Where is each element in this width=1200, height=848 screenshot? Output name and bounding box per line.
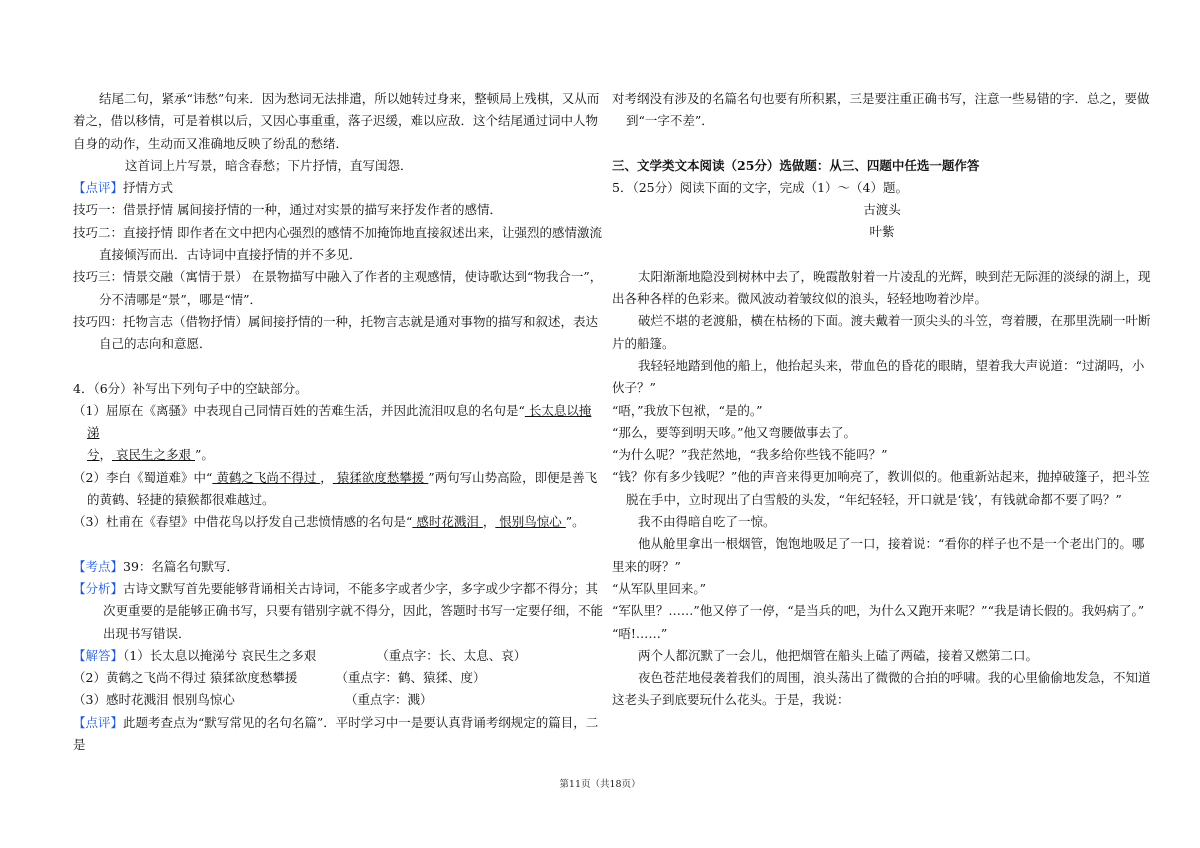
comment-2 xyxy=(73,712,603,757)
passage-paragraph: 太阳渐渐地隐没到树林中去了，晚霞散射着一片凌乱的光辉，映到茫无际涯的淡绿的湖上，现出各种各样的色彩来。微风波动着皱纹似的浪头，轻轻地吻着沙岸。 xyxy=(612,268,1151,307)
key-point-text: 39：名篇名句默写． xyxy=(123,558,239,574)
passage-paragraph: 两个人都沉默了一会儿，他把烟管在船头上磕了两磕，接着又燃第二口。 xyxy=(638,647,1039,663)
answer-1-note: （重点字：长、太息、哀） xyxy=(376,647,527,663)
technique-3: 技巧三：情景交融（寓情于景） 在景物描写中融入了作者的主观感情，使诗歌达到“物我合一”，分不清哪是“景”，哪是“情”． xyxy=(73,269,603,307)
q4-2-prompt: （2）李白《蜀道难》中“ xyxy=(73,469,213,485)
q4-2-answer-a: 黄鹤之飞尚不得过 xyxy=(212,469,321,485)
passage-paragraph: “为什么呢？”我茫然地，“我多给你些钱不能吗？” xyxy=(612,447,888,463)
comment-2-tag: 【点评】 xyxy=(73,714,124,730)
q4-1-answer-b: 哀民生之多艰 xyxy=(112,447,195,463)
answer-tag: 【解答】 xyxy=(73,647,124,663)
q4-2-comma: ， xyxy=(320,469,333,485)
answer-3-text: （3）感时花溅泪 恨别鸟惊心 xyxy=(73,692,235,708)
answer-1 xyxy=(73,645,603,667)
comment-text: 抒情方式 xyxy=(123,180,174,196)
q4-3-answer-a: 感时花溅泪 xyxy=(412,514,483,530)
passage-paragraph: “那么，要等到明天哆。”他又弯腰做事去了。 xyxy=(612,424,857,440)
q4-1-answer-a: 长太息以掩涕 xyxy=(87,402,592,441)
answer-3-note: （重点字：溅） xyxy=(344,692,433,708)
left-column xyxy=(73,88,603,756)
passage-paragraph: 我轻轻地踏到他的船上，他抬起头来，带血色的昏花的眼睛，望着我大声说道：“过湖吗，小伙子？” xyxy=(612,357,1145,396)
question-4-item-1 xyxy=(73,400,603,467)
passage-paragraph: “钱？你有多少钱呢？”他的声音来得更加响亮了，教训似的。他重新站起来，抛掉破篷子，把斗笠脱在手中，立时现出了白雪般的头发，“年纪轻轻，开口就是‘钱’，有钱就命都不要了吗？” xyxy=(612,469,1150,507)
technique-4: 技巧四：托物言志（借物抒情）属间接抒情的一种，托物言志就是通对事物的描写和叙述，表达自己的志向和意愿． xyxy=(73,313,599,352)
passage-author: 叶紫 xyxy=(869,224,895,240)
q4-3-answer-b: 恨别鸟惊心 xyxy=(495,514,566,530)
passage-title: 古渡头 xyxy=(863,202,901,218)
answer-2-text: （2）黄鹤之飞尚不得过 猿猱欲度愁攀援 xyxy=(73,670,298,686)
q4-3-comma: ， xyxy=(482,514,496,530)
analysis-tag: 【分析】 xyxy=(73,580,124,596)
right-column xyxy=(612,88,1152,712)
passage-paragraph: “军队里？……”他又停了一停，“是当兵的吧，为什么又跑开来呢？”“我是请长假的。我妈病了。” xyxy=(612,603,1145,619)
answer-3 xyxy=(73,689,603,711)
q4-1-answer-a-end: 兮 xyxy=(87,447,100,463)
q4-1-comma: ， xyxy=(99,447,113,463)
question-4-item-2 xyxy=(73,467,603,512)
comment-1 xyxy=(73,177,603,199)
passage-paragraph: 破烂不堪的老渡船，横在枯杨的下面。渡夫戴着一顶尖头的斗笠，弯着腰，在那里洗刷一叶断片的船篷。 xyxy=(612,313,1151,351)
question-4-title: 4．（6分）补写出下列句子中的空缺部分。 xyxy=(73,380,308,396)
passage-paragraph: 他从舱里拿出一根烟管，饱饱地吸足了一口，接着说：“看你的样子也不是一个老出门的。哪里来的呀？” xyxy=(612,536,1145,574)
q4-3-prompt: （3）杜甫在《春望》中借花鸟以抒发自己悲愤情感的名句是“ xyxy=(73,514,413,530)
question-5-title: 5．（25分）阅读下面的文字，完成（1）～（4）题。 xyxy=(612,179,909,195)
q4-1-end: ”。 xyxy=(194,447,214,463)
technique-1: 技巧一：借景抒情 属间接抒情的一种，通过对实景的描写来抒发作者的感情． xyxy=(73,202,502,218)
answer-1-text: （1）长太息以掩涕兮 哀民生之多艰 xyxy=(123,647,317,663)
q4-3-end: ”。 xyxy=(565,514,585,530)
passage-paragraph: “唔!……” xyxy=(612,625,668,641)
q4-1-prompt: （1）屈原在《离骚》中表现自己同情百姓的苦难生活，并因此流泪叹息的名句是“ xyxy=(73,402,525,418)
passage-paragraph: “唔，”我放下包袱，“是的。” xyxy=(612,402,763,418)
answer-2-note: （重点字：鹤、猿猱、度） xyxy=(335,670,486,686)
paragraph-summary: 这首词上片写景，暗含春愁；下片抒情，直写闺怨． xyxy=(125,157,413,173)
comment-2-text: 此题考查点为“默写常见的名句名篇”．平时学习中一是要认真背诵考纲规定的篇目，二是 xyxy=(73,714,599,753)
key-point xyxy=(73,556,603,578)
q4-2-answer-b: 猿猱欲度愁攀援 xyxy=(332,469,429,485)
passage-paragraph: 夜色苍茫地侵袭着我们的周围，浪头荡出了微微的合拍的呼啸。我的心里偷偷地发急，不知道这老头子到底要玩什么花头。于是，我说： xyxy=(612,670,1151,708)
section-3-heading: 三、文学类文本阅读（25分）选做题：从三、四题中任选一题作答 xyxy=(612,157,980,173)
key-point-tag: 【考点】 xyxy=(73,558,124,574)
page-footer: 第11页（共18页） xyxy=(559,779,641,790)
passage-paragraph: 我不由得暗自吃了一惊。 xyxy=(638,514,776,530)
analysis xyxy=(73,578,603,645)
question-4-item-3 xyxy=(73,511,603,533)
answer-2 xyxy=(73,667,603,689)
analysis-text: 古诗文默写首先要能够背诵相关古诗词，不能多字或者少字，多字或少字都不得分；其次更重要的是能够正确书写，只要有错别字就不得分，因此，答题时书写一定要仔细，不能出现书写错误． xyxy=(103,580,604,641)
comment-2-continued: 对考纲没有涉及的名篇名句也要有所积累，三是要注重正确书写，注意一些易错的字．总之，要做到“一字不差”． xyxy=(612,91,1150,129)
technique-2: 技巧二：直接抒情 即作者在文中把内心强烈的感情不加掩饰地直接叙述出来，让强烈的感情激流直接倾泻而出．古诗词中直接抒情的并不多见． xyxy=(73,224,602,263)
paragraph-analysis-ending: 结尾二句，紧承“讳愁”句来．因为愁词无法排遣，所以她转过身来，整顿局上残棋，又从而着之，借以移情，可是着棋以后，又因心事重重，落子迟缓，难以应敌．这个结尾通过词中人物自身的动作，生动而又准确地反映了纷乱的愁绪． xyxy=(73,91,600,151)
comment-tag: 【点评】 xyxy=(73,180,124,196)
q4-2-end: ”两句写山势高险，即便是善飞的黄鹤、轻捷的猿猴都很难越过。 xyxy=(87,469,598,508)
passage-paragraph: “从军队里回来。” xyxy=(612,580,707,596)
